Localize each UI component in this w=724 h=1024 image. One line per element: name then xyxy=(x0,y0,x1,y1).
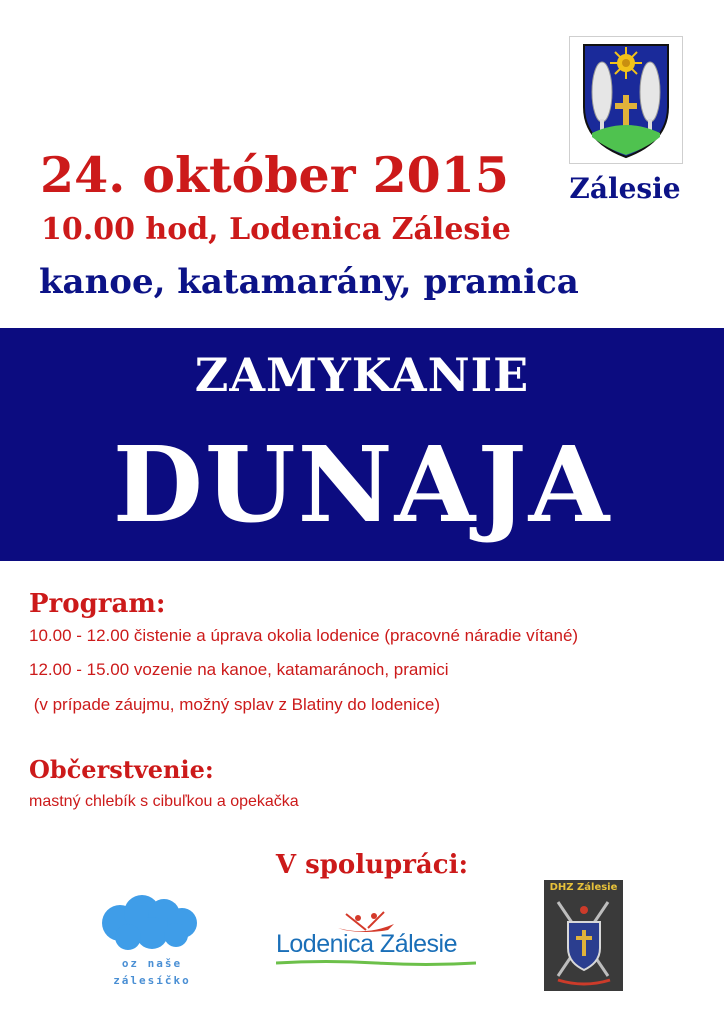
banner-title-line1: ZAMYKANIE xyxy=(194,348,530,402)
coat-of-arms-icon xyxy=(570,37,682,163)
cloud-icon xyxy=(98,893,202,955)
oz-logo-text xyxy=(92,955,212,989)
coat-of-arms xyxy=(569,36,683,164)
dhz-logo-title: DHZ Zálesie xyxy=(549,882,618,893)
oz-logo-line1: oz naše xyxy=(121,957,183,970)
program-line: (v prípade záujmu, možný splav z Blatiny do lodenice) xyxy=(29,695,441,714)
lodenica-logo-text: Lodenica Zálesie xyxy=(276,930,458,958)
program-line: 10.00 - 12.00 čistenie a úprava okolia lodenice (pracovné náradie vítané) xyxy=(29,626,579,645)
cooperation-heading: V spolupráci: xyxy=(275,850,469,880)
municipality-name: Zálesie xyxy=(569,172,681,205)
program-line: 12.00 - 15.00 vozenie na kanoe, katamaránoch, pramici xyxy=(29,660,449,679)
oz-logo-line2: zálesíčko xyxy=(113,974,191,987)
refreshments-text: mastný chlebík s cibuľkou a opekačka xyxy=(29,793,299,810)
event-date: 24. október 2015 xyxy=(40,146,509,204)
fire-brigade-emblem-icon xyxy=(548,896,619,988)
wave-icon xyxy=(276,960,476,966)
refreshments-heading: Občerstvenie: xyxy=(29,755,214,784)
event-boats: kanoe, katamarány, pramica xyxy=(39,262,579,302)
banner-title-line2: DUNAJA xyxy=(112,423,612,546)
program-heading: Program: xyxy=(29,589,166,619)
event-time-place: 10.00 hod, Lodenica Zálesie xyxy=(41,212,511,247)
